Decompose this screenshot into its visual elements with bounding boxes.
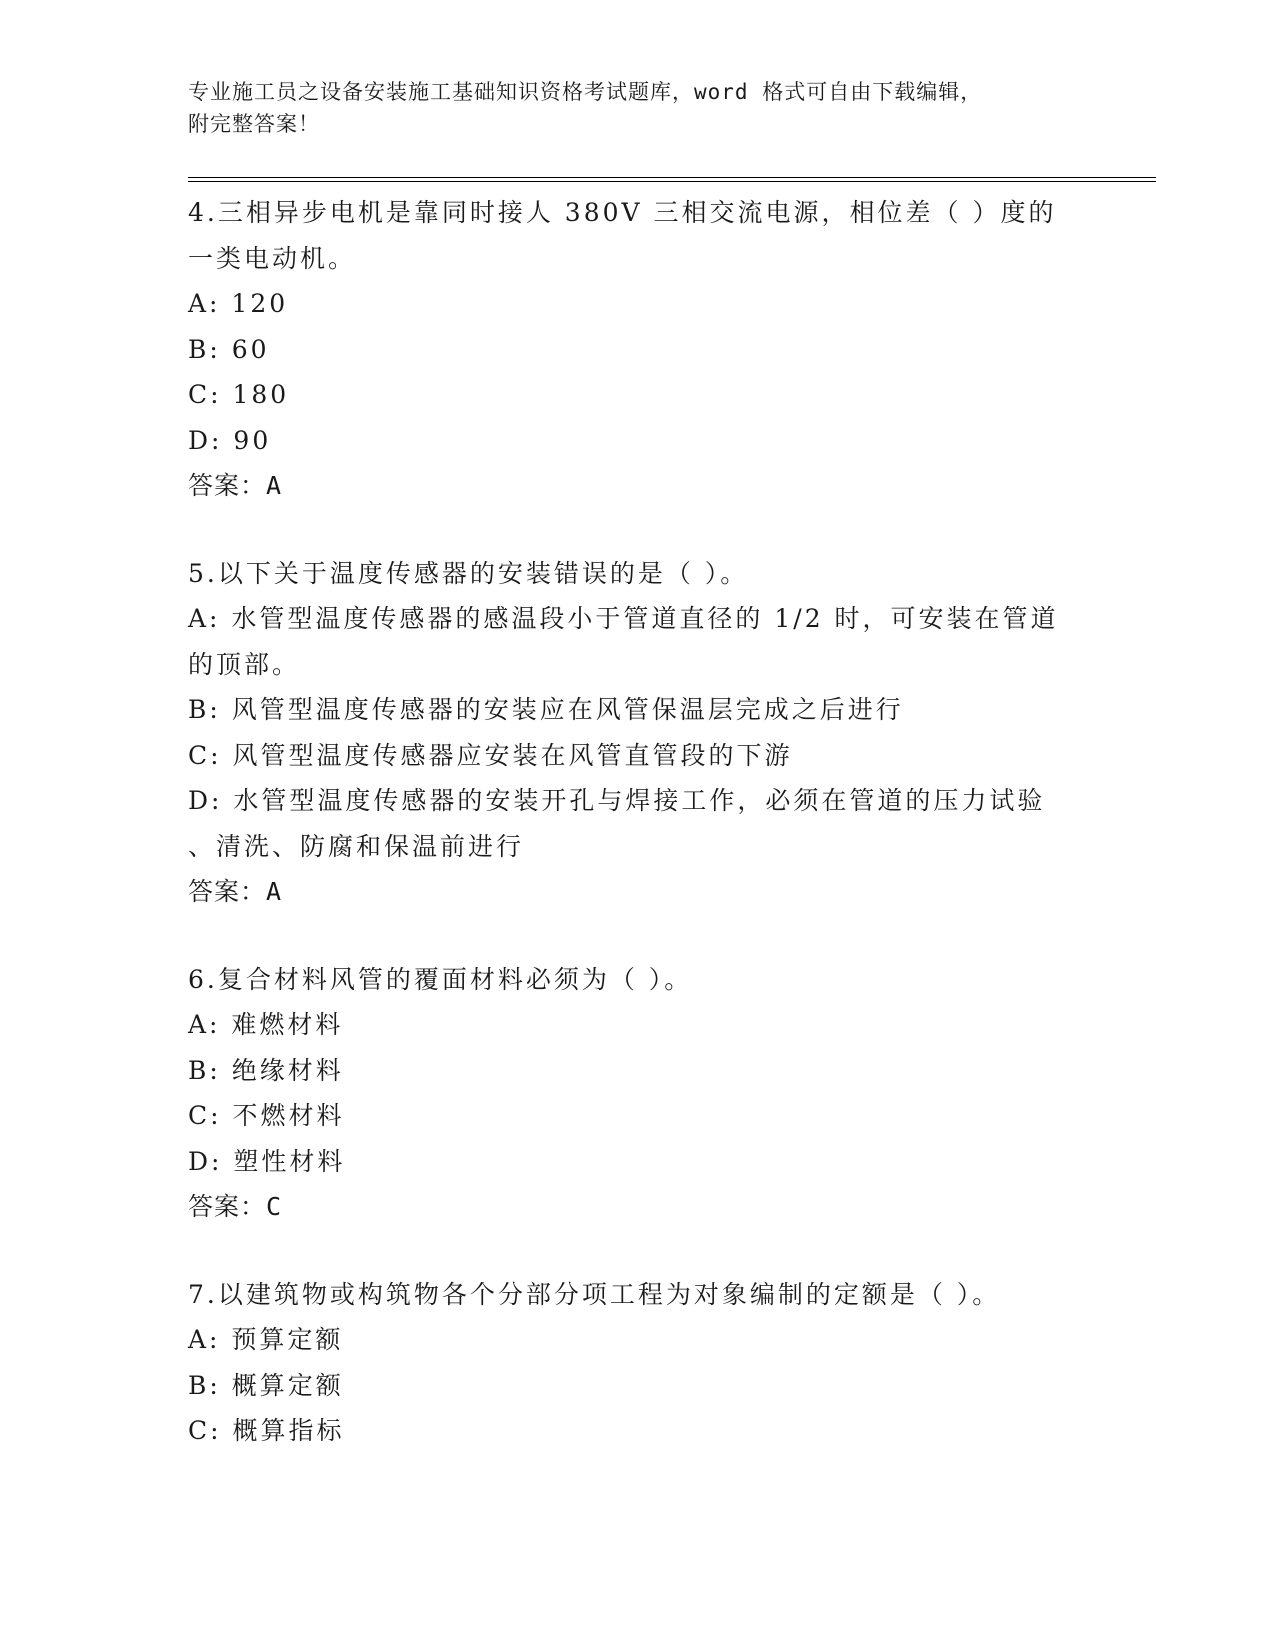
header-divider	[188, 177, 1156, 182]
question-stem: 7.以建筑物或构筑物各个分部分项工程为对象编制的定额是（ ）。	[188, 1279, 1001, 1309]
answer-key: 答案：A	[188, 471, 283, 500]
answer-option: A: 难燃材料	[188, 1010, 344, 1039]
document-header	[188, 76, 1068, 140]
question-block	[188, 551, 1088, 915]
header-line: 专业施工员之设备安装施工基础知识资格考试题库，word 格式可自由下载编辑，	[188, 80, 983, 104]
header-line: 附完整答案！	[188, 112, 320, 136]
answer-key: 答案：A	[188, 877, 283, 906]
answer-option: A: 120	[188, 289, 289, 318]
answer-option: C: 不燃材料	[188, 1101, 345, 1130]
answer-option: B: 概算定额	[188, 1370, 344, 1400]
answer-option: D: 塑性材料	[188, 1146, 346, 1176]
answer-option: 的顶部。	[188, 649, 301, 679]
question-stem: 4.三相异步电机是靠同时接人 380V 三相交流电源，相位差（ ）度的	[188, 198, 1057, 227]
answer-option: C: 概算指标	[188, 1416, 345, 1445]
question-stem: 一类电动机。	[188, 243, 357, 273]
question-block	[188, 1272, 1088, 1454]
answer-key: 答案：C	[188, 1192, 283, 1221]
answer-option: C: 风管型温度传感器应安装在风管直管段的下游	[188, 740, 793, 770]
answer-option: B: 绝缘材料	[188, 1055, 344, 1085]
answer-option: A: 水管型温度传感器的感温段小于管道直径的 1/2 时，可安装在管道	[188, 604, 1059, 633]
question-block	[188, 190, 1088, 509]
answer-option: D: 水管型温度传感器的安装开孔与焊接工作，必须在管道的压力试验	[188, 786, 1046, 815]
answer-option: D: 90	[188, 425, 272, 455]
question-list	[188, 190, 1088, 1496]
question-stem: 6.复合材料风管的覆面材料必须为（ ）。	[188, 964, 693, 994]
answer-option: 、清洗、防腐和保温前进行	[188, 831, 525, 861]
answer-option: A: 预算定额	[188, 1325, 344, 1354]
answer-option: B: 60	[188, 334, 270, 364]
answer-option: C: 180	[188, 380, 290, 409]
question-stem: 5.以下关于温度传感器的安装错误的是（ ）。	[188, 558, 749, 588]
question-block	[188, 957, 1088, 1230]
answer-option: B: 风管型温度传感器的安装应在风管保温层完成之后进行	[188, 695, 904, 724]
